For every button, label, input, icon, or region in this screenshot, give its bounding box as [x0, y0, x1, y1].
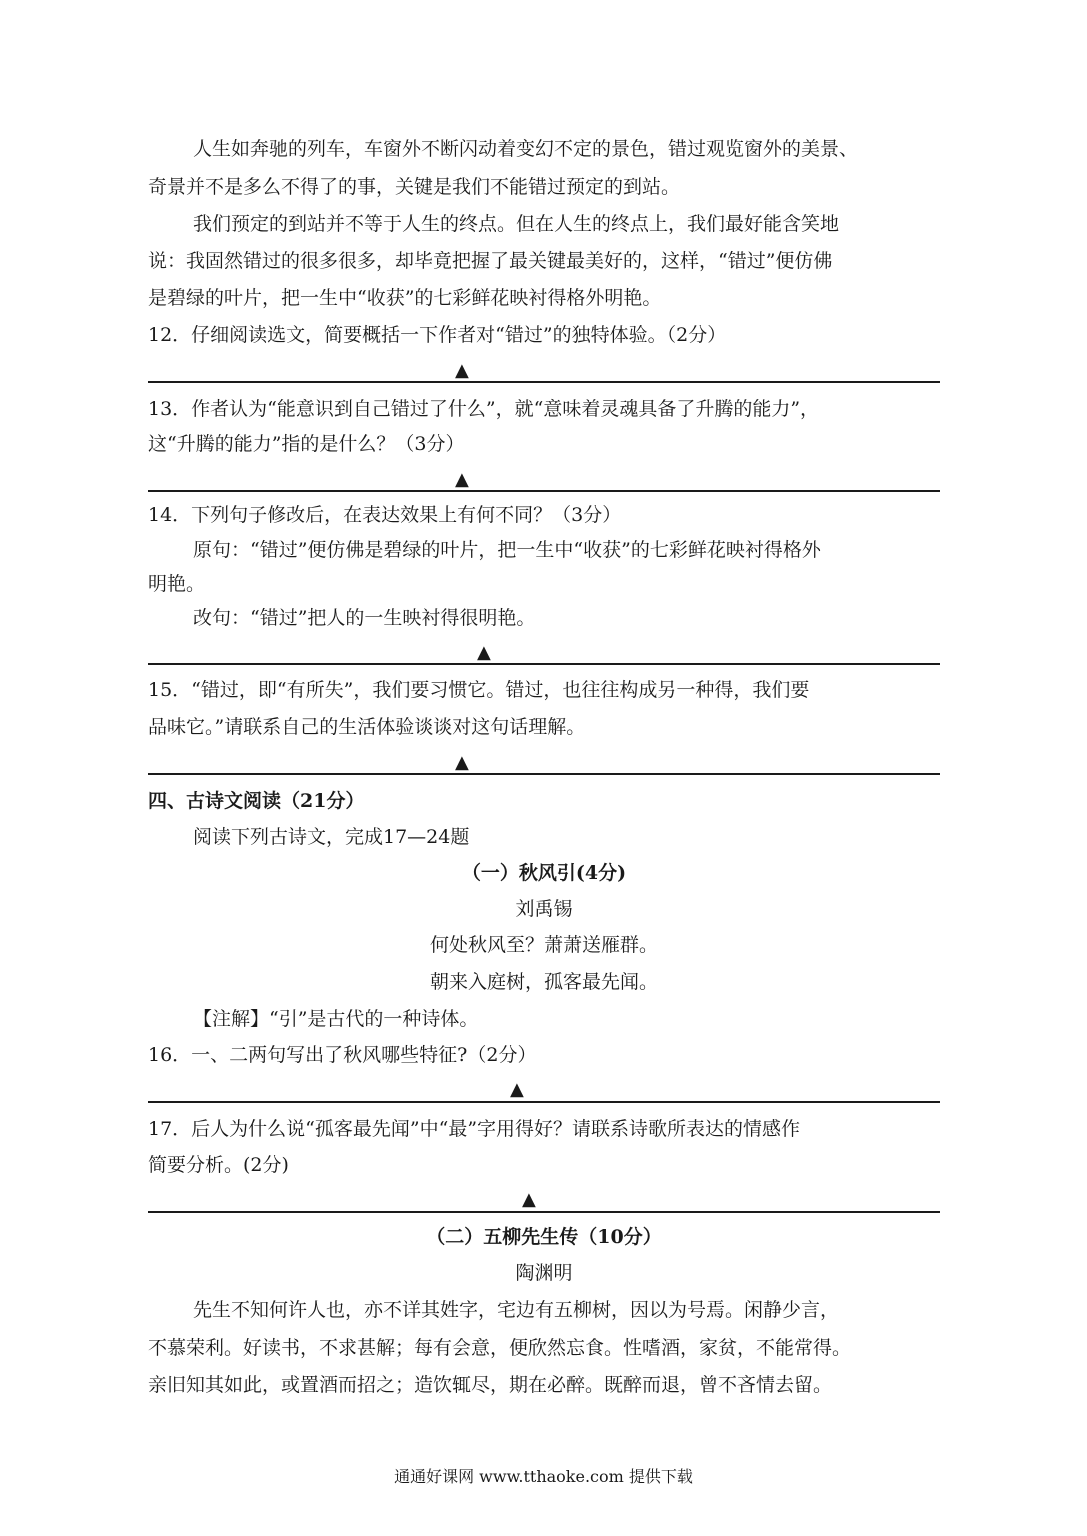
- question-14-stem: 14．下列句子修改后，在表达效果上有何不同？（3分）: [148, 504, 622, 526]
- answer-line-16[interactable]: [148, 1101, 940, 1103]
- question-15-line1: 15．“错过，即“有所失”，我们要习惯它。错过，也往往构成另一种得，我们要: [148, 679, 810, 701]
- answer-marker-12: ▲: [455, 360, 469, 381]
- poem-1-line2: 朝来入庭树，孤客最先闻。: [429, 971, 658, 993]
- prose-author: 陶渊明: [515, 1262, 573, 1284]
- prose-line2: 不慕荣利。好读书，不求甚解；每有会意，便欣然忘食。性嗜酒，家贫，不能常得。: [148, 1337, 852, 1359]
- answer-marker-17: ▲: [522, 1189, 536, 1210]
- prose-line3: 亲旧知其如此，或置酒而招之；造饮辄尽，期在必醉。既醉而退，曾不吝情去留。: [148, 1374, 833, 1396]
- poem-1-title: （一）秋风引(4分): [461, 862, 627, 884]
- passage-p2-line1: 我们预定的到站并不等于人生的终点。但在人生的终点上，我们最好能含笑地: [193, 213, 840, 235]
- prose-line1: 先生不知何许人也，亦不详其姓字，宅边有五柳树，因以为号焉。闲静少言，: [193, 1299, 840, 1321]
- answer-marker-14: ▲: [477, 642, 491, 663]
- answer-line-14[interactable]: [148, 663, 940, 665]
- section-4-heading: 四、古诗文阅读（21分）: [148, 790, 365, 812]
- answer-marker-15: ▲: [455, 752, 469, 773]
- answer-line-15[interactable]: [148, 773, 940, 775]
- answer-line-17[interactable]: [148, 1211, 940, 1213]
- poem-1-line1: 何处秋风至？萧萧送雁群。: [429, 934, 658, 956]
- question-14-original-line1: 原句：“错过”便仿佛是碧绿的叶片，把一生中“收获”的七彩鲜花映衬得格外: [193, 539, 821, 561]
- question-14-revised: 改句：“错过”把人的一生映衬得很明艳。: [193, 607, 536, 629]
- poem-1-author: 刘禹锡: [515, 898, 573, 920]
- section-4-instruction: 阅读下列古诗文，完成17—24题: [193, 826, 470, 848]
- answer-line-13[interactable]: [148, 490, 940, 492]
- passage-p2-line3: 是碧绿的叶片，把一生中“收获”的七彩鲜花映衬得格外明艳。: [148, 287, 662, 309]
- question-17-line2: 简要分析。(2分): [148, 1154, 289, 1176]
- passage-p1-line2: 奇景并不是多么不得了的事，关键是我们不能错过预定的到站。: [148, 176, 681, 198]
- question-13-line1: 13．作者认为“能意识到自己错过了什么”，就“意味着灵魂具备了升腾的能力”，: [148, 398, 820, 420]
- question-13-line2: 这“升腾的能力”指的是什么？（3分）: [148, 433, 465, 455]
- page-footer: 通通好课网 www.tthaoke.com 提供下载: [394, 1467, 693, 1486]
- question-15-line2: 品味它。”请联系自己的生活体验谈谈对这句话理解。: [148, 716, 586, 738]
- question-16: 16．一、二两句写出了秋风哪些特征?（2分）: [148, 1044, 537, 1066]
- passage-p2-line2: 说：我固然错过的很多很多，却毕竟把握了最关键最美好的，这样，“错过”便仿佛: [148, 250, 833, 272]
- question-14-original-line2: 明艳。: [148, 573, 206, 595]
- answer-marker-16: ▲: [510, 1079, 524, 1100]
- question-17-line1: 17．后人为什么说“孤客最先闻”中“最”字用得好？请联系诗歌所表达的情感作: [148, 1118, 801, 1140]
- prose-title: （二）五柳先生传（10分）: [426, 1226, 662, 1248]
- answer-line-12[interactable]: [148, 381, 940, 383]
- answer-marker-13: ▲: [455, 469, 469, 490]
- question-12: 12．仔细阅读选文，简要概括一下作者对“错过”的独特体验。（2分）: [148, 324, 727, 346]
- passage-p1-line1: 人生如奔驰的列车，车窗外不断闪动着变幻不定的景色，错过观览窗外的美景、: [193, 138, 859, 160]
- poem-1-note: 【注解】“引”是古代的一种诗体。: [193, 1008, 479, 1030]
